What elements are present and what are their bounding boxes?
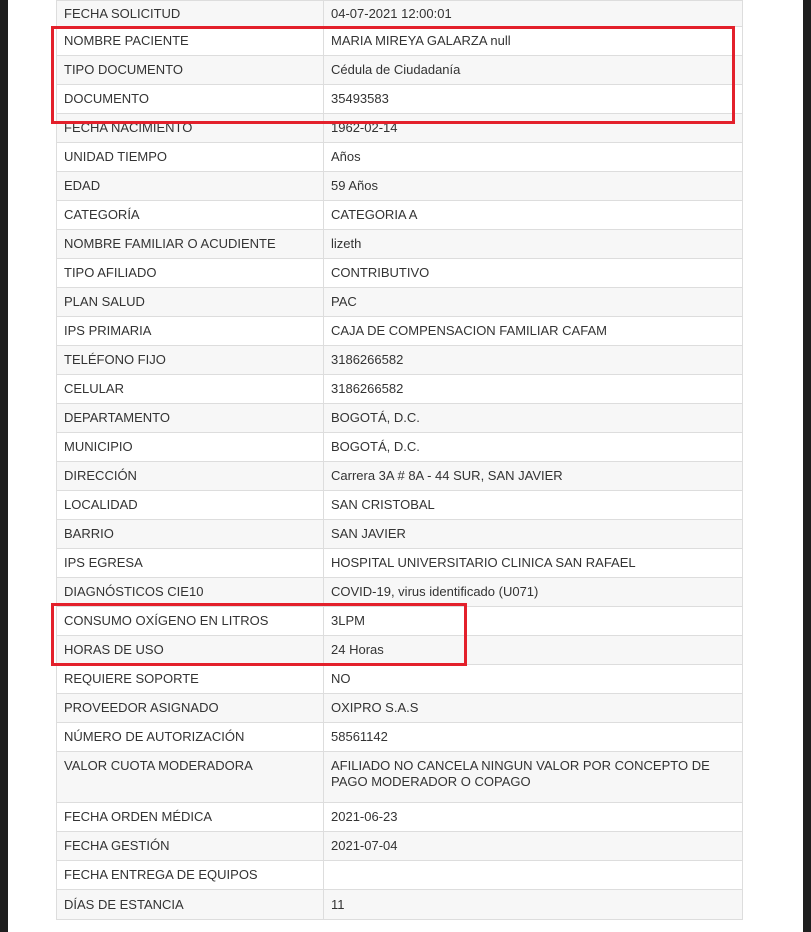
field-value: OXIPRO S.A.S: [324, 694, 743, 723]
field-label: CELULAR: [57, 375, 324, 404]
field-value: [324, 861, 743, 890]
field-value: lizeth: [324, 230, 743, 259]
table-row: [57, 694, 743, 723]
table-row: [57, 578, 743, 607]
table-row: [57, 803, 743, 832]
window-edge-left: [0, 0, 8, 932]
field-value: 2021-06-23: [324, 803, 743, 832]
table-row: [57, 114, 743, 143]
table-row: [57, 1, 743, 27]
table-row: [57, 520, 743, 549]
table-row: [57, 752, 743, 803]
field-value: SAN JAVIER: [324, 520, 743, 549]
field-value: 3186266582: [324, 375, 743, 404]
field-label: HORAS DE USO: [57, 636, 324, 665]
table-row: [57, 346, 743, 375]
field-value: 3186266582: [324, 346, 743, 375]
table-row: [57, 433, 743, 462]
field-label: FECHA GESTIÓN: [57, 832, 324, 861]
table-row: [57, 56, 743, 85]
table-row: [57, 636, 743, 665]
field-label: NOMBRE PACIENTE: [57, 27, 324, 56]
table-row: [57, 259, 743, 288]
field-label: FECHA ENTREGA DE EQUIPOS: [57, 861, 324, 890]
table-row: [57, 375, 743, 404]
table-row: [57, 143, 743, 172]
field-value: Cédula de Ciudadanía: [324, 56, 743, 85]
field-label: DOCUMENTO: [57, 85, 324, 114]
field-label: VALOR CUOTA MODERADORA: [57, 752, 324, 803]
field-label: PLAN SALUD: [57, 288, 324, 317]
table-row: [57, 201, 743, 230]
field-label: PROVEEDOR ASIGNADO: [57, 694, 324, 723]
field-label: FECHA SOLICITUD: [57, 1, 324, 27]
table-row: [57, 665, 743, 694]
table-row: [57, 230, 743, 259]
field-value: Carrera 3A # 8A - 44 SUR, SAN JAVIER: [324, 462, 743, 491]
field-value: MARIA MIREYA GALARZA null: [324, 27, 743, 56]
field-label: DÍAS DE ESTANCIA: [57, 890, 324, 920]
table-row: [57, 27, 743, 56]
field-label: DEPARTAMENTO: [57, 404, 324, 433]
table-row: [57, 317, 743, 346]
table-row: [57, 288, 743, 317]
field-label: CATEGORÍA: [57, 201, 324, 230]
table-row: [57, 723, 743, 752]
field-value: CONTRIBUTIVO: [324, 259, 743, 288]
field-value: BOGOTÁ, D.C.: [324, 433, 743, 462]
field-label: UNIDAD TIEMPO: [57, 143, 324, 172]
field-value: SAN CRISTOBAL: [324, 491, 743, 520]
field-label: BARRIO: [57, 520, 324, 549]
table-row: [57, 890, 743, 920]
field-label: FECHA NACIMIENTO: [57, 114, 324, 143]
table-row: [57, 832, 743, 861]
field-value: AFILIADO NO CANCELA NINGUN VALOR POR CONCEPTO DE PAGO MODERADOR O COPAGO: [324, 752, 743, 803]
field-value: 3LPM: [324, 607, 743, 636]
field-value: PAC: [324, 288, 743, 317]
table-row: [57, 549, 743, 578]
field-value: 11: [324, 890, 743, 920]
field-label: IPS PRIMARIA: [57, 317, 324, 346]
field-value: 58561142: [324, 723, 743, 752]
field-value: 2021-07-04: [324, 832, 743, 861]
field-label: DIAGNÓSTICOS CIE10: [57, 578, 324, 607]
window-edge-right: [803, 0, 811, 932]
field-label: IPS EGRESA: [57, 549, 324, 578]
table-row: [57, 861, 743, 890]
field-value: 1962-02-14: [324, 114, 743, 143]
field-label: TIPO AFILIADO: [57, 259, 324, 288]
field-label: NÚMERO DE AUTORIZACIÓN: [57, 723, 324, 752]
field-label: FECHA ORDEN MÉDICA: [57, 803, 324, 832]
field-value: CATEGORIA A: [324, 201, 743, 230]
field-label: TIPO DOCUMENTO: [57, 56, 324, 85]
field-value: 35493583: [324, 85, 743, 114]
field-label: NOMBRE FAMILIAR O ACUDIENTE: [57, 230, 324, 259]
field-label: DIRECCIÓN: [57, 462, 324, 491]
field-value: NO: [324, 665, 743, 694]
table-row: [57, 491, 743, 520]
field-label: TELÉFONO FIJO: [57, 346, 324, 375]
field-label: REQUIERE SOPORTE: [57, 665, 324, 694]
field-label: EDAD: [57, 172, 324, 201]
table-row: [57, 85, 743, 114]
field-value: 04-07-2021 12:00:01: [324, 1, 743, 27]
field-label: MUNICIPIO: [57, 433, 324, 462]
field-label: LOCALIDAD: [57, 491, 324, 520]
field-value: BOGOTÁ, D.C.: [324, 404, 743, 433]
table-row: [57, 172, 743, 201]
table-row: [57, 404, 743, 433]
table-row: [57, 462, 743, 491]
table-row: [57, 607, 743, 636]
field-value: CAJA DE COMPENSACION FAMILIAR CAFAM: [324, 317, 743, 346]
field-value: 59 Años: [324, 172, 743, 201]
field-value: HOSPITAL UNIVERSITARIO CLINICA SAN RAFAEL: [324, 549, 743, 578]
field-value: COVID-19, virus identificado (U071): [324, 578, 743, 607]
field-value: Años: [324, 143, 743, 172]
patient-detail-table: [56, 0, 743, 920]
field-label: CONSUMO OXÍGENO EN LITROS: [57, 607, 324, 636]
field-value: 24 Horas: [324, 636, 743, 665]
